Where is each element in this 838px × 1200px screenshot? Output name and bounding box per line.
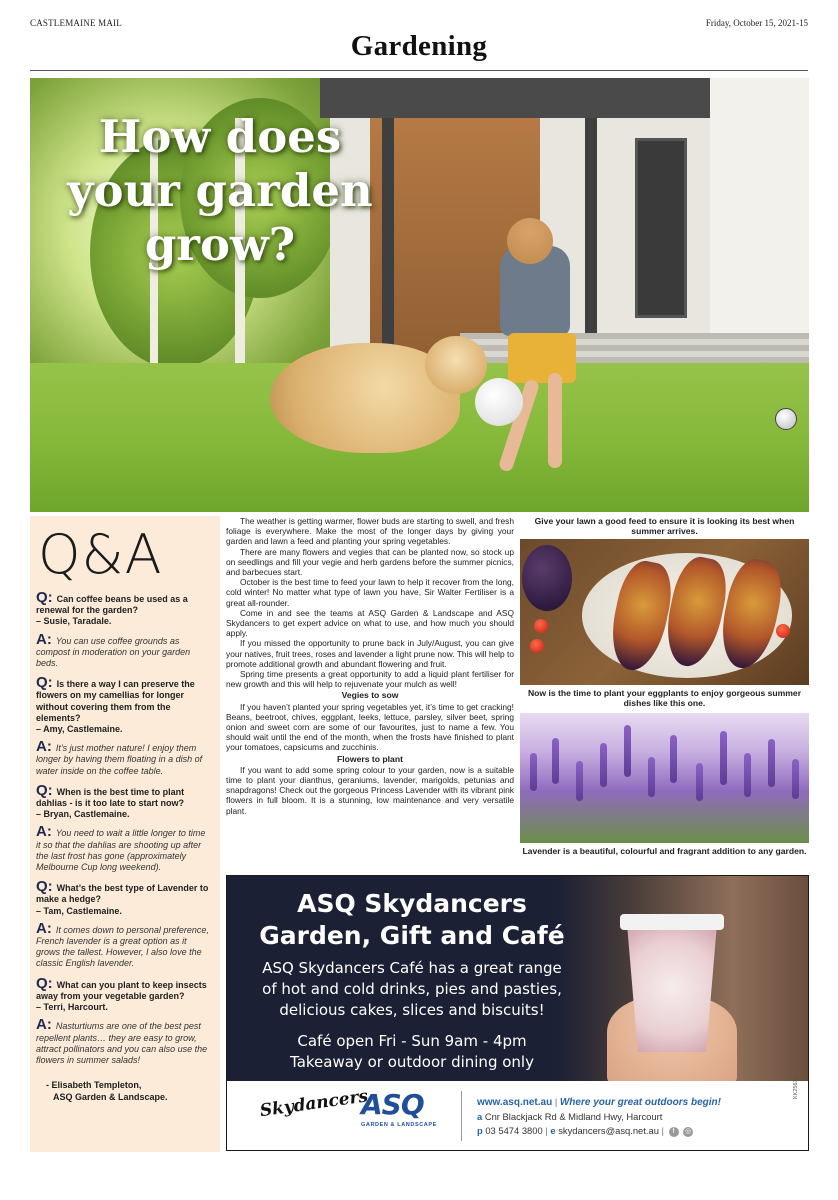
header-rule (30, 70, 808, 71)
phone-label: p (477, 1125, 483, 1136)
separator: | (554, 1096, 558, 1107)
ad-footer (227, 1076, 808, 1150)
ad-website-link[interactable]: www.asq.net.au (477, 1097, 553, 1108)
qa-item (36, 589, 212, 669)
answer-text: Nasturtiums are one of the best pest repellent plants… they are easy to grow, attract pollinators and you can also use the flowers in summer salads! (36, 1021, 208, 1065)
ad-phone-email-line (477, 1124, 787, 1138)
lavender-spike (530, 753, 537, 791)
ad-address-line (477, 1110, 787, 1124)
question-text: Can coffee beans be used as a renewal for the garden? (36, 594, 188, 616)
question-asker: – Tam, Castlemaine. (36, 905, 122, 916)
question (36, 974, 212, 1014)
question-tag: Q: (36, 589, 53, 606)
separator: | (545, 1125, 548, 1136)
cherry-tomato (776, 624, 790, 638)
answer (36, 738, 212, 777)
article-body (226, 516, 514, 872)
asq-logo-letters: ASQ (361, 1088, 424, 1121)
qa-column (30, 516, 220, 1152)
ad-code: KK25616 (793, 1076, 799, 1099)
ad-body-line: delicious cakes, slices and biscuits! (279, 1001, 545, 1019)
ad-web-line (477, 1095, 787, 1110)
question-text: When is the best time to plant dahlias - is it too late to start now? (36, 786, 185, 809)
hero-photo (30, 78, 809, 512)
ad-hours-line: Café open Fri - Sun 9am - 4pm (297, 1032, 527, 1050)
qa-item (36, 674, 212, 777)
lavender-spike (648, 757, 655, 797)
hero-boy-leg (548, 373, 562, 468)
question (36, 781, 212, 821)
qa-title: Q&A (38, 523, 163, 586)
answer-tag: A: (36, 919, 52, 937)
article-paragraph: Come in and see the teams at ASQ Garden & Landscape and ASQ Skydancers to get expert advice on what to use, and how much you should apply. (226, 607, 514, 639)
ad-address: Cnr Blackjack Rd & Midland Hwy, Harcourt (484, 1111, 663, 1122)
qa-signature (36, 1080, 212, 1103)
publication-name: CASTLEMAINE MAIL (30, 18, 122, 28)
answer (36, 823, 212, 873)
qa-item (36, 781, 212, 873)
question-tag: Q: (36, 878, 53, 896)
photo-column (520, 516, 809, 856)
hero-headline (30, 110, 410, 272)
address-label: a (477, 1111, 483, 1122)
asq-logo-subtitle: GARDEN & LANDSCAPE (361, 1122, 437, 1128)
question-asker: – Susie, Taradale. (36, 616, 112, 627)
separator: | (661, 1125, 664, 1136)
ad-coffee-cup (627, 924, 717, 1052)
answer-text: You need to wait a little longer to time it so that the dahlias are shooting up after the last frost has gone (approximately Melbourne Cup long weekend). (36, 828, 206, 873)
advertisement (226, 875, 809, 1151)
lavender-photo (520, 713, 809, 843)
question (36, 878, 212, 917)
lavender-spike (624, 725, 631, 777)
ad-divider (461, 1091, 462, 1141)
qa-item (36, 878, 212, 969)
ad-cup-lid (620, 914, 724, 930)
hero-window (635, 138, 687, 318)
answer-tag: A: (36, 823, 52, 841)
question-tag: Q: (36, 674, 53, 692)
article-paragraph: The weather is getting warmer, flower buds are starting to swell, and fresh foliage is everywhere. Make the most of the longer days by giving your garden and lawn a feed and planting your spring vegetables. (226, 516, 514, 547)
lavender-spike (670, 735, 677, 783)
headline-line: grow? (144, 218, 296, 271)
answer (36, 1016, 212, 1066)
ad-hours (227, 1031, 597, 1073)
answer-tag: A: (36, 738, 52, 756)
question-tag: Q: (36, 974, 53, 992)
email-label: e (550, 1125, 556, 1136)
hero-small-ball (775, 408, 797, 430)
ad-slogan: Where your great outdoors begin! (559, 1097, 721, 1108)
subheading-vegies: Vegies to sow (341, 690, 399, 701)
lavender-spike (696, 763, 703, 801)
hero-boy-head (507, 218, 553, 264)
ad-banner (227, 876, 808, 1081)
qa-item (36, 974, 212, 1066)
ad-body-line: ASQ Skydancers Café has a great range (262, 959, 562, 977)
article-paragraph: If you want to add some spring colour to your garden, now is a suitable time to plant your dianthus, geraniums, lavender, marigolds, petunias and snapdragons! Check out the gorgeous Princess Lavender with its vibrant pink flowers in full bloom. It is a stunning, low maintenance and very versatile plant. (226, 764, 514, 816)
answer (36, 919, 212, 970)
ad-text-block (227, 888, 597, 1073)
answer-text: You can use coffee grounds as compost in moderation on your garden beds. (36, 635, 191, 669)
article-paragraph: If you missed the opportunity to prune back in July/August, you can give your natives, fruit trees, roses and lavender a light prune now. This will help to promote additional growth and abundant flowering and fruit. (226, 638, 515, 669)
skydancers-logo: Skydancers (258, 1086, 370, 1122)
ad-phone[interactable]: 03 5474 3800 (485, 1125, 543, 1136)
whole-eggplant (522, 545, 572, 611)
ad-body-line: of hot and cold drinks, pies and pasties, (262, 980, 562, 998)
signature-company: ASQ Garden & Landscape. (53, 1091, 168, 1102)
ad-description (227, 958, 597, 1021)
answer (36, 630, 212, 670)
question (36, 589, 212, 628)
date-and-page: Friday, October 15, 2021-15 (705, 18, 808, 28)
headline-line: How does (98, 110, 342, 163)
article-paragraph: Spring time presents a great opportunity to add a liquid plant fertiliser for new growth and this will help to rejuvenate your mulch as well! (226, 669, 514, 690)
question-text: What’s the best type of Lavender to make a hedge? (36, 883, 209, 905)
ad-email[interactable]: skydancers@asq.net.au (558, 1125, 659, 1136)
question-text: Is there a way I can preserve the flowers on my camellias for longer without covering them from the elements? (36, 679, 195, 723)
eggplant-photo (520, 539, 809, 685)
section-title: Gardening (350, 30, 488, 62)
cherry-tomato (530, 639, 544, 653)
question-asker: – Bryan, Castlemaine. (36, 809, 130, 820)
article-paragraph: If you haven’t planted your spring vegetables yet, it’s time to get cracking! Beans, beetroot, chives, eggplant, leeks, lettuce, parsley, silver beet, spring onion and sweet corn are some of our favourites, just to name a few. You should wait until the end of the month, when the frosts have finished to plant your tomatoes, capsicums and zucchinis. (226, 701, 514, 753)
hero-dog-head (425, 336, 487, 394)
cherry-tomato (534, 619, 548, 633)
lavender-spike (720, 731, 727, 785)
question-text: What can you plant to keep insects away from your vegetable garden? (36, 979, 207, 1001)
signature-name: - Elisabeth Templeton, (46, 1080, 142, 1091)
ad-title-line: ASQ Skydancers (297, 889, 527, 918)
headline-line: your garden (67, 164, 373, 217)
lavender-spike (768, 739, 775, 787)
page-header (30, 18, 808, 30)
article-paragraph: There are many flowers and vegies that can be planted now, so stock up on seedlings and fill your vegie and herb gardens before the summer picnics, and barbecues start. (226, 546, 514, 578)
answer-tag: A: (36, 1016, 52, 1034)
instagram-icon[interactable]: ◎ (685, 1127, 692, 1135)
answer-text: It comes down to personal preference, French lavender is a great option as it grows the tallest. However, I also love the classic English lavender. (36, 924, 209, 969)
ad-hours-line: Takeaway or outdoor dining only (290, 1053, 534, 1071)
question-tag: Q: (36, 781, 53, 799)
facebook-icon[interactable]: f (669, 1127, 679, 1137)
article-paragraph: October is the best time to feed your lawn to help it recover from the long, cold winter! No matter what type of lawn you have, Sir Walter Fertiliser is a great all-rounder. (226, 577, 514, 608)
answer-tag: A: (36, 630, 52, 648)
question-asker: – Terri, Harcourt. (36, 1002, 108, 1013)
hero-soccer-ball (475, 378, 523, 426)
caption-lavender: Lavender is a beautiful, colourful and fragrant addition to any garden. (522, 845, 807, 856)
caption-eggplant: Now is the time to plant your eggplants to enjoy gorgeous summer dishes like this one. (527, 687, 802, 709)
caption-lawn: Give your lawn a good feed to ensure it is looking its best when summer arrives. (534, 516, 795, 537)
question-asker: – Amy, Castlemaine. (36, 724, 123, 735)
subheading-flowers: Flowers to plant (337, 753, 403, 764)
lavender-spike (576, 761, 583, 801)
ad-contact-block (477, 1095, 787, 1138)
ad-title-line: Garden, Gift and Café (259, 921, 565, 950)
answer-text: It’s just mother nature! I enjoy them longer by having them floating in a dish of water inside on the coffee table. (36, 743, 203, 776)
asq-logo (361, 1089, 457, 1137)
lavender-spike (552, 738, 559, 784)
question (36, 674, 212, 735)
lavender-spike (792, 759, 799, 799)
hero-boy-shorts (508, 333, 576, 383)
lavender-spike (600, 743, 607, 787)
lavender-spike (744, 753, 751, 797)
